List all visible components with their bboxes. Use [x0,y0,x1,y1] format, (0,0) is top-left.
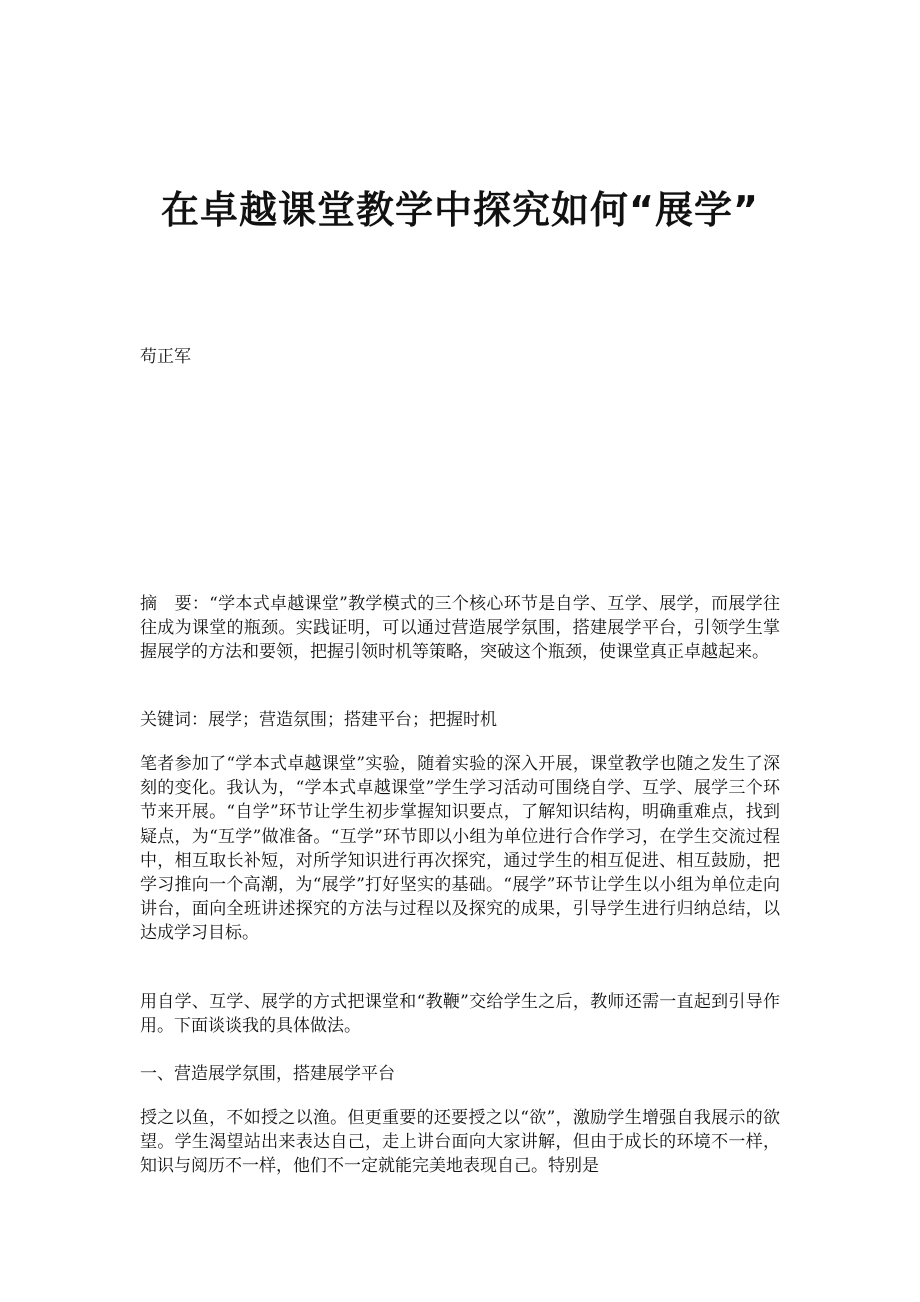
section-body-paragraph: 授之以鱼，不如授之以渔。但更重要的还要授之以“欲”，激励学生增强自我展示的欲望。学生渴望站出来表达自己，走上讲台面向大家讲解，但由于成长的环境不一样，知识与阅历不一样，他们不一定就能完美地表现自己。特别是 [140,1108,780,1177]
abstract-paragraph: 摘 要：“学本式卓越课堂”教学模式的三个核心环节是自学、互学、展学，而展学往往成为课堂的瓶颈。实践证明，可以通过营造展学氛围，搭建展学平台，引领学生掌握展学的方法和要领，把握引领时机等策略，突破这个瓶颈，使课堂真正卓越起来。 [140,594,780,663]
keywords-line: 关键词：展学；营造氛围；搭建平台；把握时机 [140,710,497,730]
transition-paragraph: 用自学、互学、展学的方式把课堂和“教鞭”交给学生之后，教师还需一直起到引导作用。下面谈谈我的具体做法。 [140,992,780,1037]
author-name: 苟正军 [140,347,191,367]
section-heading: 一、营造展学氛围，搭建展学平台 [140,1064,395,1084]
intro-paragraph: 笔者参加了“学本式卓越课堂”实验，随着实验的深入开展，课堂教学也随之发生了深刻的变化。我认为，“学本式卓越课堂”学生学习活动可围绕自学、互学、展学三个环节来开展。“自学”环节让学生初步掌握知识要点，了解知识结构，明确重难点，找到疑点，为“互学”做准备。“互学”环节即以小组为单位进行合作学习，在学生交流过程中，相互取长补短，对所学知识进行再次探究，通过学生的相互促进、相互鼓励，把学习推向一个高潮，为“展学”打好坚实的基础。“展学”环节让学生以小组为单位走向讲台，面向全班讲述探究的方法与过程以及探究的成果，引导学生进行归纳总结，以达成学习目标。 [140,754,780,944]
document-title: 在卓越课堂教学中探究如何“展学” [161,188,759,232]
